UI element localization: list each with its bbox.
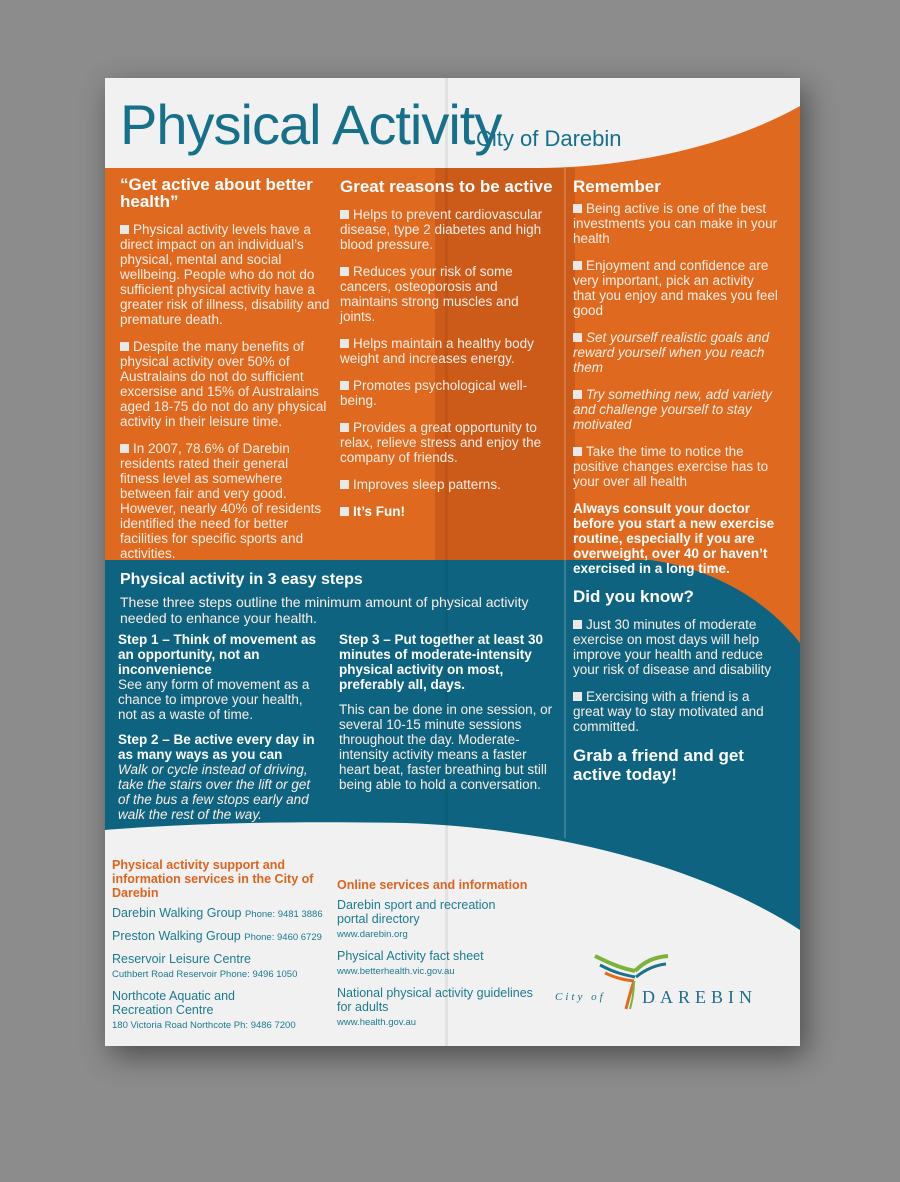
list-item: Improves sleep patterns. [340, 477, 555, 492]
step2-title: Step 2 – Be active every day in as many ways as you can [118, 732, 315, 762]
logo-name: DAREBIN [642, 987, 757, 1007]
bullet-icon [340, 507, 349, 516]
list-item: It’s Fun! [340, 504, 555, 519]
step3-body: This can be done in one session, or several 10-15 minute sessions throughout the day. Moderate-intensity activity means a faster heart beat, faster breathing but still being able to hold a conversation. [339, 702, 553, 792]
list-item: Helps to prevent cardiovascular disease, type 2 diabetes and high blood pressure. [340, 207, 543, 252]
steps-right [339, 632, 554, 802]
list-item: Being active is one of the best investments you can make in your health [573, 201, 778, 246]
heading: Physical activity in 3 easy steps [120, 571, 363, 588]
steps-section [120, 571, 550, 638]
list-item: Exercising with a friend is a great way to stay motivated and committed. [573, 689, 764, 734]
list-item: Preston Walking Group Phone: 9460 6729 [112, 929, 322, 943]
call-to-action: Grab a friend and get active today! [573, 746, 744, 784]
online-list [337, 878, 537, 1037]
bullet-icon [340, 423, 349, 432]
heading: Physical activity support and information services in the City of Darebin [112, 858, 314, 900]
bullet-icon [340, 267, 349, 276]
bullet-icon [573, 204, 582, 213]
heading: Online services and information [337, 878, 528, 892]
col-remember [573, 178, 778, 588]
list-item: Darebin Walking Group Phone: 9481 3886 [112, 906, 323, 920]
link[interactable]: www.darebin.org [337, 929, 408, 940]
page-title: Physical Activity [120, 93, 502, 156]
paragraph: Physical activity levels have a direct impact on an individual’s physical, mental and social wellbeing. People who do not do sufficient physical activity have a greater risk of illness, disability and premature death. [120, 222, 330, 327]
bullet-icon [340, 210, 349, 219]
intro: These three steps outline the minimum amount of physical activity needed to enhance your health. [120, 594, 529, 626]
list-item: Reduces your risk of some cancers, osteoporosis and maintains strong muscles and joints. [340, 264, 519, 324]
did-you-know [573, 588, 783, 784]
logo-prefix: City of [555, 991, 606, 1003]
bullet-icon [573, 261, 582, 270]
list-item: Provides a great opportunity to relax, relieve stress and enjoy the company of friends. [340, 420, 542, 465]
bullet-icon [120, 342, 129, 351]
list-item: Try something new, add variety and challenge yourself to stay motivated [573, 387, 772, 432]
list-item: Enjoyment and confidence are very important, pick an activity that you enjoy and makes you feel good [573, 258, 778, 318]
bullet-icon [573, 333, 582, 342]
poster [105, 78, 800, 1046]
step3-title: Step 3 – Put together at least 30 minutes of moderate-intensity physical activity on most, preferably all, days. [339, 632, 544, 692]
darebin-logo [555, 951, 770, 1011]
bullet-icon [120, 225, 129, 234]
heading: Remember [573, 177, 661, 196]
heading: Great reasons to be active [340, 177, 553, 196]
bullet-icon [573, 692, 582, 701]
col-get-active [120, 176, 330, 573]
bullet-icon [573, 447, 582, 456]
bullet-icon [340, 381, 349, 390]
col-great-reasons [340, 178, 555, 531]
step2-body: Walk or cycle instead of driving, take the stairs over the lift or get of the bus a few stops early and walk the rest of the way. [118, 762, 311, 822]
link[interactable]: www.betterhealth.vic.gov.au [337, 966, 455, 977]
step1-title: Step 1 – Think of movement as an opportunity, not an inconvenience [118, 632, 317, 677]
list-item: Northcote Aquatic and Recreation Centre 180 Victoria Road Northcote Ph: 9486 7200 [112, 989, 296, 1031]
list-item: Take the time to notice the positive changes exercise has to your over all health [573, 444, 769, 489]
list-item: National physical activity guidelines for adults www.health.gov.au [337, 986, 533, 1028]
paragraph: Despite the many benefits of physical activity over 50% of Australains do not do sufficient excersise and 15% of Australains aged 18-75 do not do any physical activity in their leisure time. [120, 339, 327, 429]
heading: Did you know? [573, 587, 694, 606]
bullet-icon [573, 390, 582, 399]
link[interactable]: www.health.gov.au [337, 1017, 417, 1028]
steps-left [118, 632, 323, 832]
bullet-icon [340, 480, 349, 489]
paragraph: In 2007, 78.6% of Darebin residents rated their general fitness level as somewhere between fair and very good. However, nearly 40% of residents identified the need for better facilities for specific sports and activities. [120, 441, 322, 561]
list-item: Just 30 minutes of moderate exercise on most days will help improve your health and reduce your risk of disease and disability [573, 617, 772, 677]
list-item: Helps maintain a healthy body weight and increases energy. [340, 336, 534, 366]
heading: “Get active about better health” [120, 175, 313, 211]
step1-body: See any form of movement as a chance to improve your health, not as a waste of time. [118, 677, 310, 722]
bullet-icon [573, 620, 582, 629]
bullet-icon [340, 339, 349, 348]
list-item: Darebin sport and recreation portal directory www.darebin.org [337, 898, 496, 940]
list-item: Set yourself realistic goals and reward yourself when you reach them [573, 330, 770, 375]
list-item: Reservoir Leisure Centre Cuthbert Road Reservoir Phone: 9496 1050 [112, 952, 298, 980]
list-item: Promotes psychological well-being. [340, 378, 528, 408]
services-list [112, 858, 327, 1040]
list-item: Physical Activity fact sheet www.betterhealth.vic.gov.au [337, 949, 484, 977]
bullet-icon [120, 444, 129, 453]
doctor-warning: Always consult your doctor before you start a new exercise routine, especially if you are overweight, over 40 or haven’t exercised in a long time. [573, 501, 775, 576]
page-subtitle: City of Darebin [476, 126, 622, 151]
